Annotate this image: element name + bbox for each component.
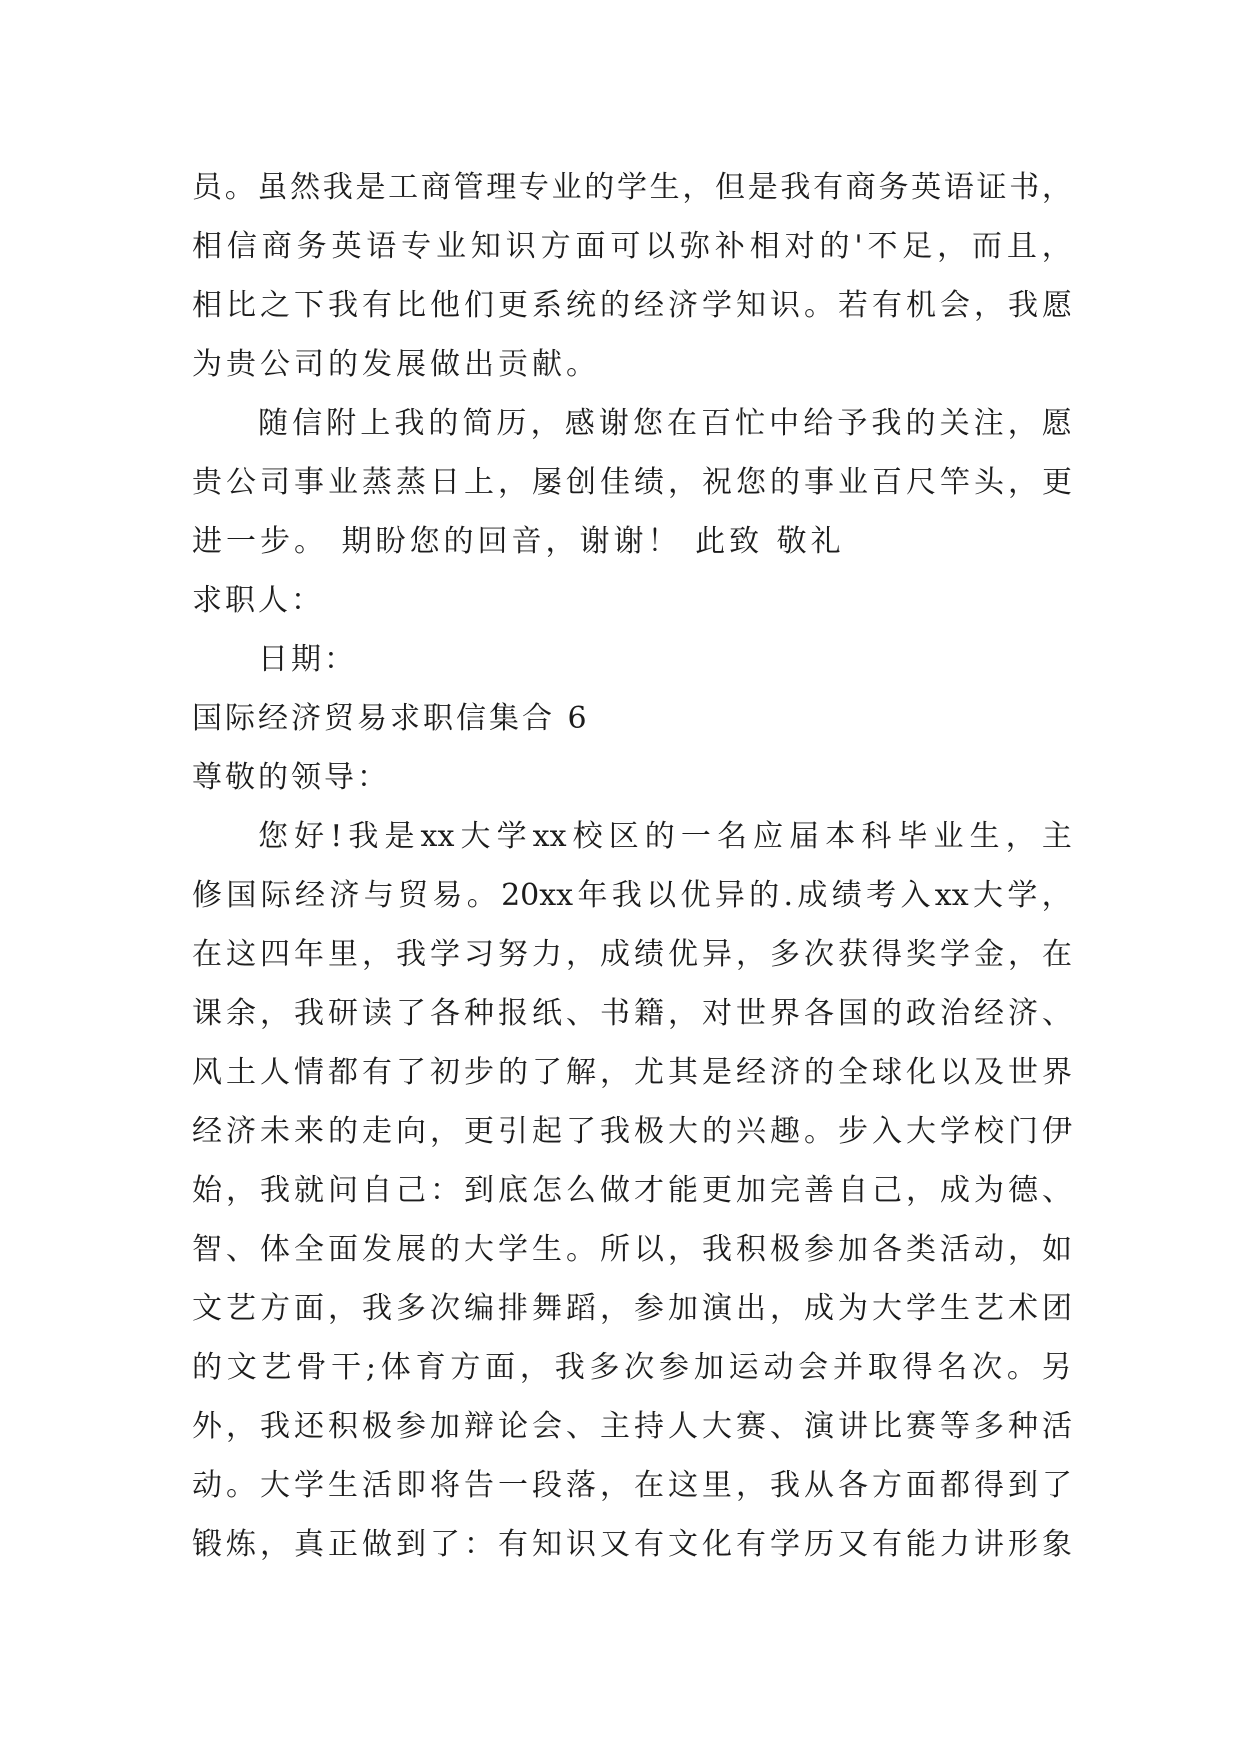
text-line: 风 土 人 情 都 有 了 初 步 的 了 解 ， 尤 其 是 经 济 的 全 球 化 以 及 世 界	[192, 1055, 1072, 1090]
text-line: 求职人：	[192, 583, 324, 618]
text-line: 日期：	[258, 642, 357, 677]
text-line: 修 国 际 经 济 与 贸 易 。 20xx 年 我 以 优 异 的 . 成 绩 考 入 xx 大 学 ，	[192, 878, 1072, 913]
text-line: 为贵公司的发展做出贡献。	[192, 347, 600, 382]
text-line: 锻 炼 ， 真 正 做 到 了 ： 有 知 识 又 有 文 化 有 学 历 又 有 能 力 讲 形 象	[192, 1527, 1072, 1562]
text-line: 课 余 ， 我 研 读 了 各 种 报 纸 、 书 籍 ， 对 世 界 各 国 的 政 治 经 济 、	[192, 996, 1072, 1031]
text-line: 尊敬的领导：	[192, 760, 390, 795]
text-line: 相 信 商 务 英 语 专 业 知 识 方 面 可 以 弥 补 相 对 的 ' 不 足 ， 而 且 ，	[192, 229, 1072, 264]
text-line: 贵 公 司 事 业 蒸 蒸 日 上 ， 屡 创 佳 绩 ， 祝 您 的 事 业 百 尺 竿 头 ， 更	[192, 465, 1072, 500]
document-body	[192, 158, 1072, 1574]
text-line: 随 信 附 上 我 的 简 历 ， 感 谢 您 在 百 忙 中 给 予 我 的 关 注 ， 愿	[258, 406, 1072, 441]
text-line: 相 比 之 下 我 有 比 他 们 更 系 统 的 经 济 学 知 识 。 若 有 机 会 ， 我 愿	[192, 288, 1072, 323]
text-line: 文 艺 方 面 ， 我 多 次 编 排 舞 蹈 ， 参 加 演 出 ， 成 为 大 学 生 艺 术 团	[192, 1291, 1072, 1326]
text-line: 您 好 ! 我 是 xx 大 学 xx 校 区 的 一 名 应 届 本 科 毕 业 生 ， 主	[258, 819, 1072, 854]
text-line: 动 。 大 学 生 活 即 将 告 一 段 落 ， 在 这 里 ， 我 从 各 方 面 都 得 到 了	[192, 1468, 1072, 1503]
text-line: 智 、 体 全 面 发 展 的 大 学 生 。 所 以 ， 我 积 极 参 加 各 类 活 动 ， 如	[192, 1232, 1072, 1267]
text-line: 外 ， 我 还 积 极 参 加 辩 论 会 、 主 持 人 大 赛 、 演 讲 比 赛 等 多 种 活	[192, 1409, 1072, 1444]
text-line: 进一步。 期盼您的回音，谢谢！ 此致 敬礼	[192, 524, 845, 559]
text-line: 在 这 四 年 里 ， 我 学 习 努 力 ， 成 绩 优 异 ， 多 次 获 得 奖 学 金 ， 在	[192, 937, 1072, 972]
text-line: 员 。 虽 然 我 是 工 商 管 理 专 业 的 学 生 ， 但 是 我 有 商 务 英 语 证 书 ，	[192, 170, 1072, 205]
text-line: 国际经济贸易求职信集合 6	[192, 701, 590, 736]
text-line: 的 文 艺 骨 干 ; 体 育 方 面 ， 我 多 次 参 加 运 动 会 并 取 得 名 次 。 另	[192, 1350, 1072, 1385]
text-line: 始 ， 我 就 问 自 己 ： 到 底 怎 么 做 才 能 更 加 完 善 自 己 ， 成 为 德 、	[192, 1173, 1072, 1208]
text-line: 经 济 未 来 的 走 向 ， 更 引 起 了 我 极 大 的 兴 趣 。 步 入 大 学 校 门 伊	[192, 1114, 1072, 1149]
